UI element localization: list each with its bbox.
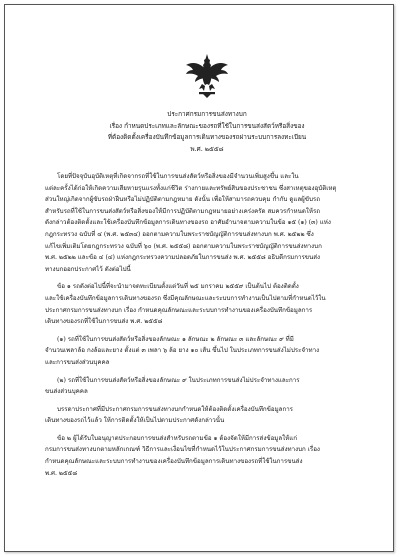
announcement-header — [65, 109, 349, 155]
preamble-paragraph — [45, 171, 361, 275]
text-line: ส่วนใหญ่เกิดจากผู้ขับรถฝ่าฝืนหรือไม่ปฏิบัติตามกฎหมาย ดังนั้น เพื่อให้สามารถควบคุม กำกับ ดูแลผู้ขับรถ — [45, 196, 321, 204]
text-line: ข้อ ๒ ผู้ได้รับใบอนุญาตประกอบการขนส่งสำหรับรถตามข้อ ๑ ต้องจัดให้มีการส่งข้อมูลให้แก่ — [57, 434, 297, 442]
clause-1-paragraph — [45, 281, 361, 327]
clause-2-paragraph — [45, 433, 361, 479]
clause-1-note — [45, 404, 361, 427]
subject-line: เรื่อง กำหนดประเภทและลักษณะของรถที่ใช้ในการขนส่งสัตว์หรือสิ่งของ — [109, 121, 305, 130]
text-line: ประกาศกรมการขนส่งทางบก เรื่อง กำหนดคุณลักษณะและระบบการทำงานของเครื่องบันทึกข้อมูลการ — [45, 306, 313, 314]
text-line: ขนส่งส่วนบุคคล — [45, 388, 88, 396]
text-line: เดินทางของรถไว้แล้ว ให้การติดตั้งให้เป็นไปตามประกาศดังกล่าวนั้น — [45, 417, 225, 425]
announcement-body — [45, 171, 361, 485]
document-page — [4, 4, 394, 552]
text-line: กฎกระทรวง ฉบับที่ ๔ (พ.ศ. ๒๕๓๔) ออกตามความในพระราชบัญญัติการขนส่งทางบก พ.ศ. ๒๕๒๒ ซึ่ง — [45, 230, 314, 238]
text-line: และใช้เครื่องบันทึกข้อมูลการเดินทางของรถ ซึ่งมีคุณลักษณะและระบบการทำงานเป็นไปตามที่กำหนดไว้ใน — [45, 294, 326, 302]
text-line: จำนวนเพลาล้อ กงล้อและยาง ตั้งแต่ ๓ เพลา ๖ ล้อ ยาง ๑๐ เส้น ขึ้นไป ในประเภทการขนส่งไม่ประจำทาง — [45, 347, 320, 355]
text-line: พ.ศ. ๒๕๒๒ และข้อ ๔ (๔) แห่งกฎกระทรวงความปลอดภัยในการขนส่ง พ.ศ. ๒๕๕๘ อธิบดีกรมการขนส่ง — [45, 254, 321, 262]
text-line: (๑) รถที่ใช้ในการขนส่งสัตว์หรือสิ่งของลักษณะ ๑ ลักษณะ ๒ ลักษณะ ๓ และลักษณะ ๙ ที่มี — [57, 335, 294, 343]
subject-line-continued: ที่ต้องติดตั้งเครื่องบันทึกข้อมูลการเดินทางของรถผ่านระบบการลงทะเบียน — [107, 133, 307, 141]
text-line: (๒) รถที่ใช้ในการขนส่งสัตว์หรือสิ่งของลักษณะ ๙ ในประเภทการขนส่งไม่ประจำทางและการ — [57, 376, 300, 384]
text-line: กรมการขนส่งทางบกตามหลักเกณฑ์ วิธีการและเงื่อนไขที่กำหนดไว้ในประกาศกรมการขนส่งทางบก เรื่อง — [45, 446, 320, 454]
text-line: กำหนดคุณลักษณะและระบบการทำงานของเครื่องบันทึกข้อมูลการเดินทางของรถที่ใช้ในการขนส่ง — [45, 458, 303, 466]
clause-1-item-1 — [45, 334, 361, 369]
text-line: เดินทางของรถที่ใช้ในการขนส่ง พ.ศ. ๒๕๕๘ — [45, 318, 163, 326]
issuer-title: ประกาศกรมการขนส่งทางบก — [167, 110, 247, 118]
text-line: โดยที่ปัจจุบันอุบัติเหตุที่เกิดจากรถที่ใช้ในการขนส่งสัตว์หรือสิ่งของมีจำนวนเพิ่มสูงขึ้น และใน — [57, 173, 299, 180]
text-line: บรรดาประกาศที่มีประกาศกรมการขนส่งทางบกกำหนดให้ต้องติดตั้งเครื่องบันทึกข้อมูลการ — [57, 405, 294, 413]
text-line: และการขนส่งส่วนบุคคล — [45, 358, 110, 366]
announcement-year: พ.ศ. ๒๕๕๘ — [190, 144, 224, 153]
text-line: ดังกล่าวต้องติดตั้งและใช้เครื่องบันทึกข้อมูลการเดินทางของรถ อาศัยอำนาจตามความในข้อ ๑๕ (๑) (๓) แห่ง — [45, 219, 331, 227]
text-line: แก้ไขเพิ่มเติมโดยกฎกระทรวง ฉบับที่ ๖๐ (พ.ศ. ๒๕๕๘) ออกตามความในพระราชบัญญัติการขนส่งทางบก — [45, 242, 322, 250]
text-line: ทางบกออกประกาศไว้ ดังต่อไปนี้ — [45, 265, 131, 273]
text-line: แต่ละครั้งได้ก่อให้เกิดความเสียหายรุนแรงทั้งแก่ชีวิต ร่างกายและทรัพย์สินของประชาชน ซึ่งสาเหตุของอุบัติเหตุ — [45, 184, 337, 192]
clause-1-item-2 — [45, 375, 361, 398]
text-line: ข้อ ๑ รถดังต่อไปนี้ที่จะนำมาจดทะเบียนตั้งแต่วันที่ ๒๕ มกราคม ๒๕๕๙ เป็นต้นไป ต้องติดตั้ง — [57, 283, 299, 291]
garuda-emblem-icon — [183, 51, 231, 99]
text-line: พ.ศ. ๒๕๕๘ — [45, 469, 78, 477]
text-line: สำหรับรถที่ใช้ในการขนส่งสัตว์หรือสิ่งของให้มีการปฏิบัติตามกฎหมายอย่างเคร่งครัด สมควรกำหนดให้รถ — [45, 207, 321, 215]
